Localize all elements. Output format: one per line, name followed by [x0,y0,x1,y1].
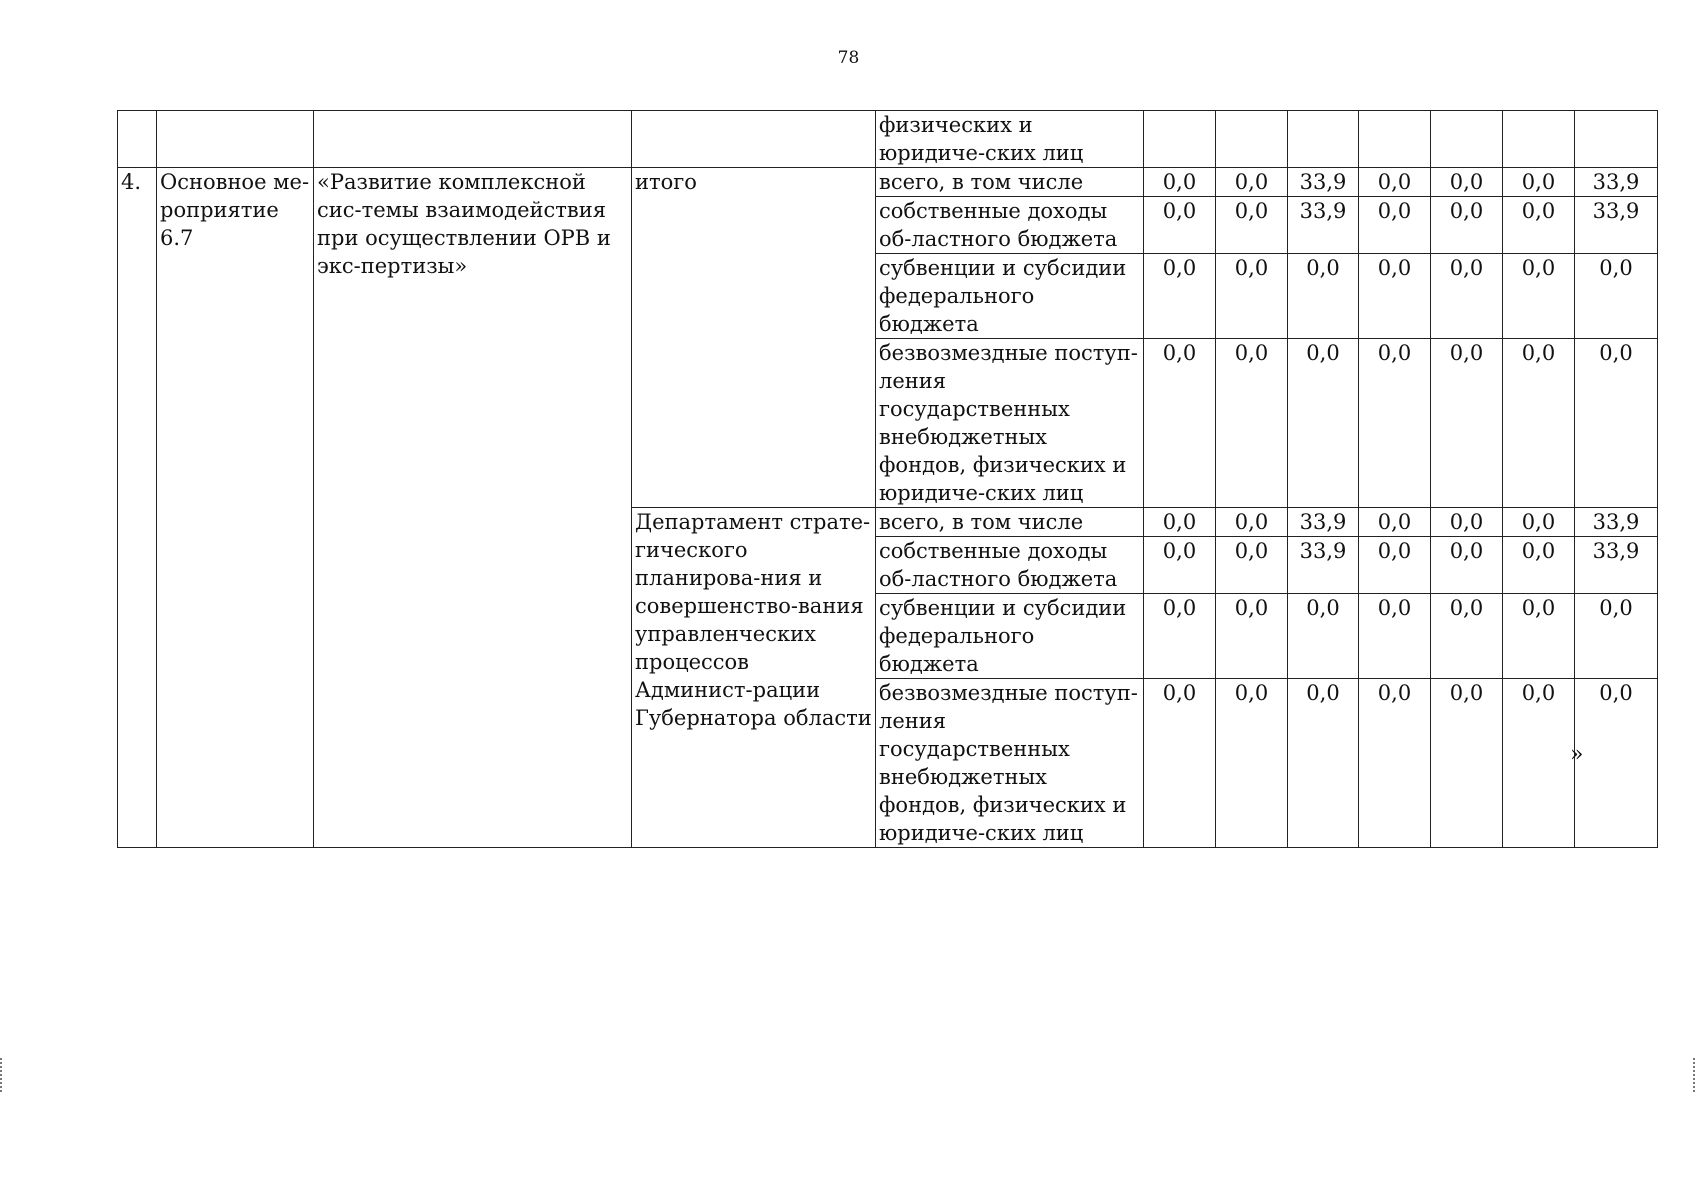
funding-source-cell: собственные доходы об-ластного бюджета [876,537,1144,594]
executor-cell: Департамент страте-гического планирова-ния и совершенство-вания управленческих процессов Админист-рации Губернатора области [632,508,876,848]
cell-empty [157,111,314,168]
amount-cell: 0,0 [1359,679,1431,848]
amount-cell: 0,0 [1431,508,1503,537]
amount-cell: 33,9 [1575,537,1658,594]
event-title-cell: «Развитие комплексной сис-темы взаимодействия при осуществлении ОРВ и экс-пертизы» [314,168,632,848]
amount-cell: 0,0 [1431,254,1503,339]
amount-cell: 0,0 [1144,339,1216,508]
item-number-cell: 4. [118,168,157,848]
funding-source-cell: собственные доходы об-ластного бюджета [876,197,1144,254]
amount-cell: 0,0 [1216,254,1288,339]
cell-empty [118,111,157,168]
budget-table [117,110,1658,848]
funding-source-cell: субвенции и субсидии федерального бюджета [876,254,1144,339]
amount-cell: 33,9 [1288,168,1359,197]
amount-cell: 0,0 [1503,537,1575,594]
cell-empty [1503,111,1575,168]
funding-source-cell: субвенции и субсидии федерального бюджета [876,594,1144,679]
amount-cell: 0,0 [1216,508,1288,537]
funding-source-cell: всего, в том числе [876,508,1144,537]
amount-cell: 0,0 [1288,679,1359,848]
executor-cell: итого [632,168,876,508]
cell-empty [1431,111,1503,168]
cell-empty [1216,111,1288,168]
amount-cell: 0,0 [1575,679,1658,848]
amount-cell: 0,0 [1359,339,1431,508]
amount-cell: 0,0 [1144,679,1216,848]
amount-cell: 33,9 [1575,508,1658,537]
amount-cell: 33,9 [1288,537,1359,594]
funding-source-cell: физических и юридиче-ских лиц [876,111,1144,168]
cell-empty [1144,111,1216,168]
amount-cell: 0,0 [1144,508,1216,537]
amount-cell: 33,9 [1288,508,1359,537]
amount-cell: 0,0 [1359,508,1431,537]
cell-empty [632,111,876,168]
amount-cell: 0,0 [1359,537,1431,594]
amount-cell: 0,0 [1216,168,1288,197]
cell-empty [314,111,632,168]
amount-cell: 0,0 [1288,339,1359,508]
amount-cell: 0,0 [1503,254,1575,339]
amount-cell: 0,0 [1288,594,1359,679]
amount-cell: 0,0 [1216,339,1288,508]
amount-cell: 0,0 [1216,197,1288,254]
amount-cell: 0,0 [1431,594,1503,679]
amount-cell: 0,0 [1359,594,1431,679]
funding-source-cell: безвозмездные поступ-ления государственных внебюджетных фондов, физических и юридиче-ских лиц [876,679,1144,848]
cell-empty [1288,111,1359,168]
amount-cell: 33,9 [1575,168,1658,197]
amount-cell: 0,0 [1575,594,1658,679]
event-name-cell: Основное ме-роприятие 6.7 [157,168,314,848]
page-number: 78 [837,48,860,68]
amount-cell: 0,0 [1431,537,1503,594]
scan-edge-mark [1693,1058,1697,1092]
amount-cell: 0,0 [1431,197,1503,254]
amount-cell: 0,0 [1503,594,1575,679]
funding-source-cell: безвозмездные поступ-ления государственных внебюджетных фондов, физических и юридиче-ских лиц [876,339,1144,508]
amount-cell: 0,0 [1359,197,1431,254]
scan-edge-mark [0,1058,4,1092]
funding-source-cell: всего, в том числе [876,168,1144,197]
cell-empty [1359,111,1431,168]
amount-cell: 0,0 [1431,679,1503,848]
amount-cell: 0,0 [1575,339,1658,508]
amount-cell: 0,0 [1144,197,1216,254]
cell-empty [1575,111,1658,168]
amount-cell: 0,0 [1503,197,1575,254]
amount-cell: 0,0 [1503,679,1575,848]
amount-cell: 0,0 [1216,537,1288,594]
amount-cell: 0,0 [1144,537,1216,594]
amount-cell: 33,9 [1575,197,1658,254]
amount-cell: 0,0 [1503,168,1575,197]
closing-quote: » [1570,742,1584,767]
amount-cell: 0,0 [1216,679,1288,848]
amount-cell: 0,0 [1359,254,1431,339]
amount-cell: 0,0 [1503,508,1575,537]
amount-cell: 0,0 [1288,254,1359,339]
amount-cell: 0,0 [1216,594,1288,679]
amount-cell: 0,0 [1431,168,1503,197]
amount-cell: 0,0 [1575,254,1658,339]
amount-cell: 0,0 [1359,168,1431,197]
amount-cell: 0,0 [1144,168,1216,197]
table-row [118,168,1658,197]
amount-cell: 0,0 [1431,339,1503,508]
table-row-continuation [118,111,1658,168]
amount-cell: 0,0 [1144,594,1216,679]
amount-cell: 0,0 [1144,254,1216,339]
amount-cell: 33,9 [1288,197,1359,254]
amount-cell: 0,0 [1503,339,1575,508]
